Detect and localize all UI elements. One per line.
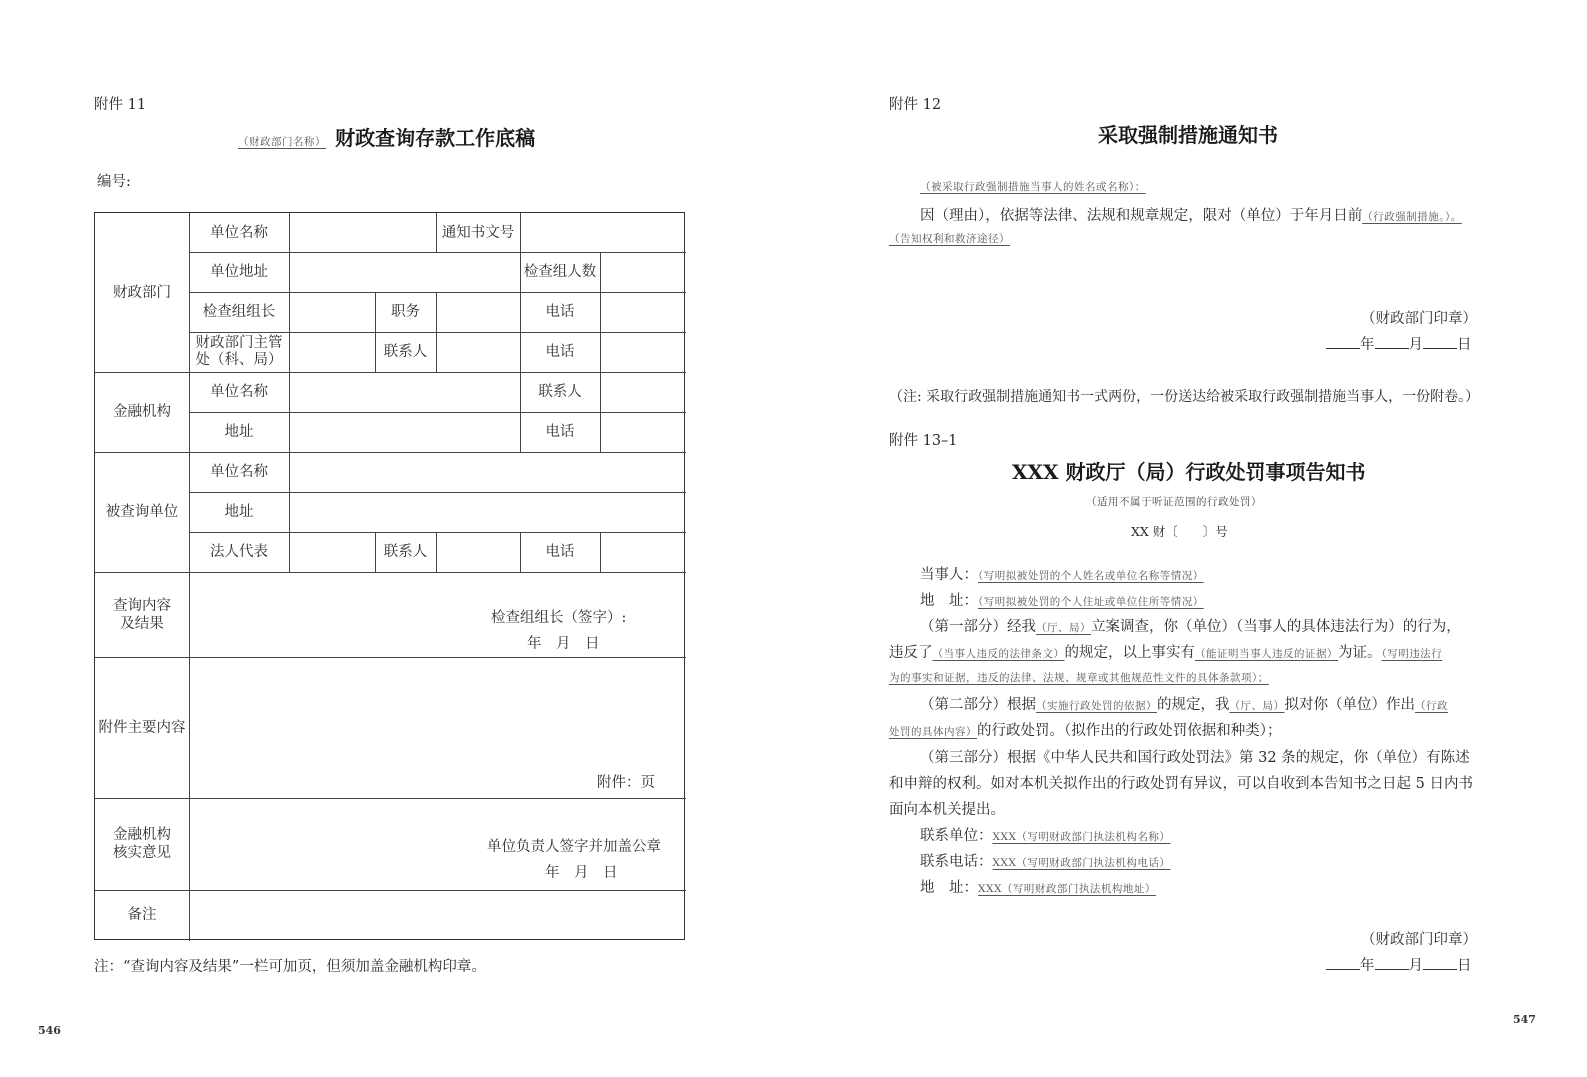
notice12-note: （注: 采取行政强制措施通知书一式两份，一份送达给被采取行政强制措施当事人，一份附卷。） <box>889 389 1480 405</box>
cell-label-contact: 联系人 <box>383 344 428 360</box>
team-leader-signature-label: 检查组组长（签字）: <box>491 610 627 626</box>
field-unit-address[interactable] <box>290 252 520 292</box>
notice12-body-main: 因（理由），依据等法律、法规和规章规定，限对（单位）于年月日前 <box>920 208 1363 224</box>
row-label-attachment-content: 附件主要内容 <box>98 719 186 736</box>
table-note: 注：“查询内容及结果”一栏可加页，但须加盖金融机构印章。 <box>94 959 486 975</box>
cell-label-notice-no: 通知书文号 <box>441 224 515 241</box>
contact-phone-value: XXX（写明财政部门执法机构电话） <box>992 857 1171 869</box>
field-phone[interactable] <box>601 332 686 372</box>
contact-phone <box>920 850 1170 871</box>
group-label-finance-dept: 财政部门 <box>113 284 171 301</box>
contact-address-label: 地 址： <box>920 880 978 896</box>
cell-label-dept-office <box>189 332 289 372</box>
contact-address <box>920 876 1156 897</box>
cell-label-contact: 联系人 <box>538 384 582 400</box>
field-legal-rep[interactable] <box>290 532 375 572</box>
attachment-label-13-1: 附件 13–1 <box>889 433 958 449</box>
placeholder-text: （厅、局） <box>1036 622 1091 634</box>
text: （第二部分）根据 <box>920 697 1036 713</box>
year-label: 年 <box>1360 958 1375 974</box>
field-address[interactable] <box>290 412 520 452</box>
field-unit-name[interactable] <box>290 452 686 492</box>
title-text: 财政查询存款工作底稿 <box>335 126 536 150</box>
notice12-date <box>1326 333 1472 354</box>
notice12-addressee: （被采取行政强制措施当事人的姓名或名称）： <box>920 181 1146 193</box>
group-label-queried-unit: 被查询单位 <box>105 504 179 520</box>
cell-label-phone: 电话 <box>545 544 575 560</box>
notice13-address <box>920 589 1204 610</box>
query-content-line2: 及结果 <box>120 615 164 632</box>
notice13-date <box>1326 954 1472 975</box>
attachment-pages: 附件：页 <box>597 775 655 791</box>
group-label-financial-institution: 金融机构 <box>113 404 171 420</box>
attachment-label-11: 附件 11 <box>94 97 147 113</box>
text: 拟对你（单位）作出 <box>1284 697 1415 713</box>
field-unit-name[interactable] <box>290 213 436 252</box>
field-contact[interactable] <box>601 372 686 412</box>
address-value: （写明拟被处罚的个人住址或单位住所等情况） <box>978 596 1204 608</box>
contact-address-value: XXX（写明财政部门执法机构地址） <box>978 883 1156 895</box>
notice13-part3-line2: 和申辩的权利。如对本机关拟作出的行政处罚有异议，可以自收到本告知书之日起 5 日内书 <box>889 776 1473 792</box>
placeholder-text: （实施行政处罚的依据） <box>1036 700 1157 712</box>
notice13-part3-line1: （第三部分）根据《中华人民共和国行政处罚法》第 32 条的规定，你（单位）有陈述 <box>920 750 1470 766</box>
verification-line2: 核实意见 <box>113 845 171 861</box>
year-blank[interactable] <box>1326 955 1360 970</box>
field-contact[interactable] <box>437 532 520 572</box>
row-label-query-content <box>95 572 189 657</box>
field-phone[interactable] <box>601 532 686 572</box>
placeholder-text: （行政 <box>1415 700 1448 712</box>
cell-label-team-count: 检查组人数 <box>523 264 597 280</box>
day-blank[interactable] <box>1423 955 1457 970</box>
cell-label-address: 地址 <box>224 424 254 440</box>
verification-date: 年 月 日 <box>545 865 618 881</box>
row-label-verification <box>95 798 189 890</box>
month-label: 月 <box>1408 337 1423 353</box>
notice12-title: 采取强制措施通知书 <box>1098 123 1278 147</box>
text: 立案调查，你（单位）（当事人的具体违法行为）的行为， <box>1091 619 1461 635</box>
day-label: 日 <box>1457 337 1472 353</box>
query-content-line1: 查询内容 <box>113 597 171 614</box>
placeholder-text: （厅、局） <box>1229 700 1285 712</box>
cell-label-legal-rep: 法人代表 <box>210 544 268 560</box>
cell-label-contact: 联系人 <box>383 544 428 560</box>
text: 的规定，以上事实有 <box>1064 645 1195 661</box>
number-label: 编号: <box>97 174 131 190</box>
day-label: 日 <box>1457 958 1472 974</box>
page-number-right: 547 <box>1513 1013 1536 1026</box>
notice13-part3-line3: 面向本机关提出。 <box>889 802 1005 818</box>
party-value: （写明拟被处罚的个人姓名或单位名称等情况） <box>978 570 1204 582</box>
cell-label-position: 职务 <box>391 304 420 320</box>
placeholder-text: 处罚的具体内容） <box>889 726 977 738</box>
notice13-part2-line2 <box>889 719 1282 740</box>
form-title <box>238 122 535 151</box>
address-label: 地 址： <box>920 593 978 609</box>
text: 为证。 <box>1338 645 1382 661</box>
notice13-doc-no: XX 财〔 〕号 <box>1131 524 1228 539</box>
placeholder-text: （写明违法行 <box>1381 648 1443 660</box>
placeholder-text: （能证明当事人违反的证据） <box>1195 648 1338 660</box>
notice13-title: XXX 财政厅（局）行政处罚事项告知书 <box>1012 460 1366 484</box>
contact-unit-value: XXX（写明财政部门执法机构名称） <box>992 831 1171 843</box>
field-position[interactable] <box>437 292 520 332</box>
field-address[interactable] <box>290 492 686 532</box>
contact-unit-label: 联系单位： <box>920 828 993 844</box>
month-blank[interactable] <box>1375 955 1409 970</box>
placeholder-text: （当事人违反的法律条文） <box>932 648 1065 660</box>
notice13-part2-line1 <box>920 693 1448 714</box>
field-team-leader[interactable] <box>290 292 375 332</box>
attachment-label-12: 附件 12 <box>889 97 942 113</box>
year-label: 年 <box>1360 337 1375 353</box>
text: （第一部分）经我 <box>920 619 1036 635</box>
month-blank[interactable] <box>1375 334 1409 349</box>
notice12-body <box>920 204 1462 225</box>
notice13-part1-line1 <box>920 615 1461 636</box>
title-prefix: （财政部门名称） <box>238 136 326 148</box>
cell-label-team-leader: 检查组组长 <box>202 304 276 320</box>
cell-label-phone: 电话 <box>545 344 575 360</box>
contact-phone-label: 联系电话： <box>920 854 993 870</box>
field-phone[interactable] <box>601 292 686 332</box>
dept-office-line1: 财政部门主管 <box>195 335 283 351</box>
field-contact[interactable] <box>437 332 520 372</box>
notice13-seal: （财政部门印章） <box>1361 932 1477 948</box>
dept-office-line2: 处（科、局） <box>195 352 283 368</box>
cell-label-unit-address: 单位地址 <box>210 264 268 280</box>
notice13-subtitle: （适用不属于听证范围的行政处罚） <box>1086 496 1262 508</box>
cell-label-phone: 电话 <box>545 424 575 440</box>
field-dept-office[interactable] <box>290 332 375 372</box>
field-phone[interactable] <box>601 412 686 452</box>
notice13-party <box>920 563 1204 584</box>
text: 违反了 <box>889 645 933 661</box>
field-notice-no[interactable] <box>521 213 686 252</box>
field-unit-name[interactable] <box>290 372 520 412</box>
notice12-seal: （财政部门印章） <box>1361 311 1477 327</box>
notice12-rights: （告知权利和救济途径） <box>889 233 1010 245</box>
cell-label-address: 地址 <box>224 504 254 520</box>
contact-unit <box>920 824 1170 845</box>
text: 的行政处罚。（拟作出的行政处罚依据和种类）； <box>977 723 1282 739</box>
unit-head-signature-label: 单位负责人签字并加盖公章 <box>487 839 661 855</box>
notice13-part1-line2 <box>889 641 1442 662</box>
month-label: 月 <box>1408 958 1423 974</box>
text: 的规定，我 <box>1157 697 1230 713</box>
cell-label-unit-name: 单位名称 <box>210 224 268 241</box>
field-team-count[interactable] <box>601 252 686 292</box>
page-number-left: 546 <box>38 1024 61 1037</box>
verification-line1: 金融机构 <box>113 827 171 843</box>
cell-label-unit-name: 单位名称 <box>210 384 268 400</box>
notice13-part1-line3: 为的事实和证据，违反的法律、法规、规章或其他规范性文件的具体条款项）； <box>889 672 1269 684</box>
query-worksheet-table <box>94 212 685 940</box>
field-remarks[interactable] <box>190 890 686 939</box>
year-blank[interactable] <box>1326 334 1360 349</box>
notice12-measure: （行政强制措施。）。 <box>1362 211 1462 223</box>
row-label-remarks: 备注 <box>127 906 157 923</box>
party-label: 当事人： <box>920 567 978 583</box>
cell-label-unit-name: 单位名称 <box>210 464 268 480</box>
query-date: 年 月 日 <box>527 636 600 652</box>
day-blank[interactable] <box>1423 334 1457 349</box>
cell-label-phone: 电话 <box>545 304 575 320</box>
